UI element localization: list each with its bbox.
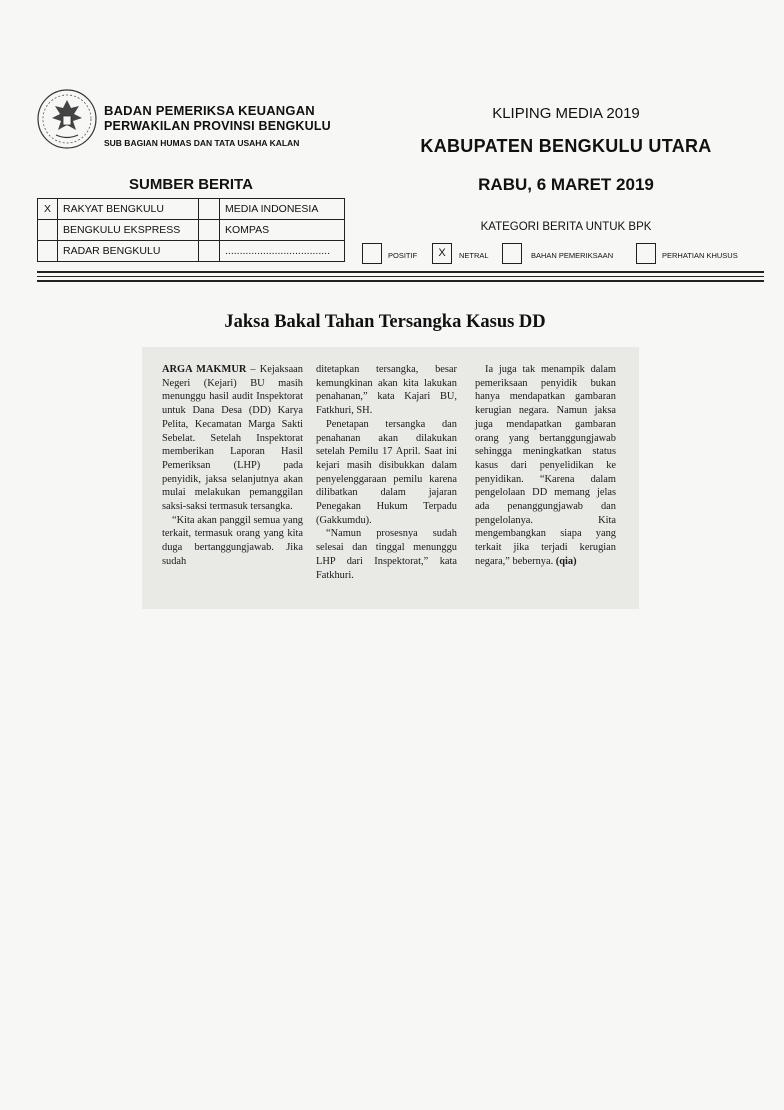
org-name: BADAN PEMERIKSA KEUANGAN xyxy=(104,103,315,118)
sumber-name: KOMPAS xyxy=(220,220,345,241)
sumber-checkbox: X xyxy=(38,199,58,220)
org-branch: PERWAKILAN PROVINSI BENGKULU xyxy=(104,119,331,133)
sumber-checkbox xyxy=(199,199,220,220)
article-column-2 xyxy=(316,363,457,582)
sumber-checkbox xyxy=(38,241,58,262)
kategori-checkbox-netral: X xyxy=(432,243,452,264)
article-paragraph: Penetapan tersangka dan penahanan akan dilakukan setelah Pemilu 17 April. Saat ini kejari masih disibukkan dalam penyelenggaraan pemilu karena dilibatkan dalam jajaran Penegakan Hukum Terpadu (Gakkumdu). xyxy=(316,418,457,526)
article-paragraph: ditetapkan tersangka, besar kemungkinan akan kita lakukan penahanan,” kata Kajari BU, Fatkhuri, SH. xyxy=(316,364,457,417)
kategori-checkbox-perhatian xyxy=(636,243,656,264)
sumber-checkbox xyxy=(38,220,58,241)
sumber-name: RAKYAT BENGKULU xyxy=(58,199,199,220)
article-text: Ia juga tak menampik dalam pemeriksaan penyidik bukan hanya mendapatkan gambaran kerugian negara. Namun jaksa juga mendapatkan gambaran orang yang bertanggungjawab sehingga meningkatkan status kasus dari penyelidikan ke penyidikan. “Karena dalam pengelolaan DD memang jelas ada penanggungjawab dan pengelolanya. Kita mengembangkan siapa yang terkait jika terjadi kerugian negara,” bebernya. xyxy=(475,364,616,567)
article-paragraph xyxy=(162,363,303,514)
sumber-name: .................................... xyxy=(220,241,345,262)
sumber-table xyxy=(37,198,345,262)
article-column-3 xyxy=(475,363,616,569)
article-headline: Jaksa Bakal Tahan Tersangka Kasus DD xyxy=(224,312,546,332)
article-paragraph: “Namun prosesnya sudah selesai dan tinggal menunggu LHP dari Inspektorat,” kata Fatkhuri. xyxy=(316,528,457,581)
sumber-checkbox xyxy=(199,241,220,262)
kabupaten-title: KABUPATEN BENGKULU UTARA xyxy=(420,136,712,156)
sumber-checkbox xyxy=(199,220,220,241)
kategori-checkbox-bahan xyxy=(502,243,522,264)
article-dateline: ARGA MAKMUR xyxy=(162,364,247,375)
sumber-row xyxy=(38,241,345,262)
article-byline: (qia) xyxy=(555,555,577,567)
divider xyxy=(37,271,764,273)
sumber-title: SUMBER BERITA xyxy=(129,176,253,193)
sumber-name: MEDIA INDONESIA xyxy=(220,199,345,220)
article-paragraph xyxy=(475,363,616,569)
kategori-title: KATEGORI BERITA UNTUK BPK xyxy=(480,221,652,233)
article-paragraph: “Kita akan panggil semua yang terkait, termasuk orang yang kita duga bertanggungjawab. Jika sudah xyxy=(162,514,303,567)
sumber-row xyxy=(38,220,345,241)
kategori-label-perhatian: PERHATIAN KHUSUS xyxy=(662,251,738,260)
sumber-name: RADAR BENGKULU xyxy=(58,241,199,262)
divider xyxy=(37,280,764,282)
garuda-emblem-icon xyxy=(36,88,98,150)
kliping-title: KLIPING MEDIA 2019 xyxy=(492,105,640,122)
date-title: RABU, 6 MARET 2019 xyxy=(478,175,654,194)
kategori-checkbox-positif xyxy=(362,243,382,264)
kategori-label-positif: POSITIF xyxy=(388,251,418,260)
article-column-1 xyxy=(162,363,303,569)
sumber-row xyxy=(38,199,345,220)
kategori-label-netral: NETRAL xyxy=(459,251,489,260)
article-text: – Kejaksaan Negeri (Kejari) BU masih menunggu hasil audit Inspektorat untuk Dana Desa (DD) Karya Pelita, Kecamatan Marga Sakti Sebelat. Setelah Inspektorat memberikan Laporan Hasil Pemeriksan (LHP) pada penyidik, jaksa selanjutnya akan mulai melakukan pemanggilan saksi-saksi termasuk tersangka. xyxy=(162,364,303,513)
kategori-label-bahan: BAHAN PEMERIKSAAN xyxy=(531,251,614,260)
org-subdivision: SUB BAGIAN HUMAS DAN TATA USAHA KALAN xyxy=(104,138,300,148)
sumber-name: BENGKULU EKSPRESS xyxy=(58,220,199,241)
divider xyxy=(37,276,764,277)
